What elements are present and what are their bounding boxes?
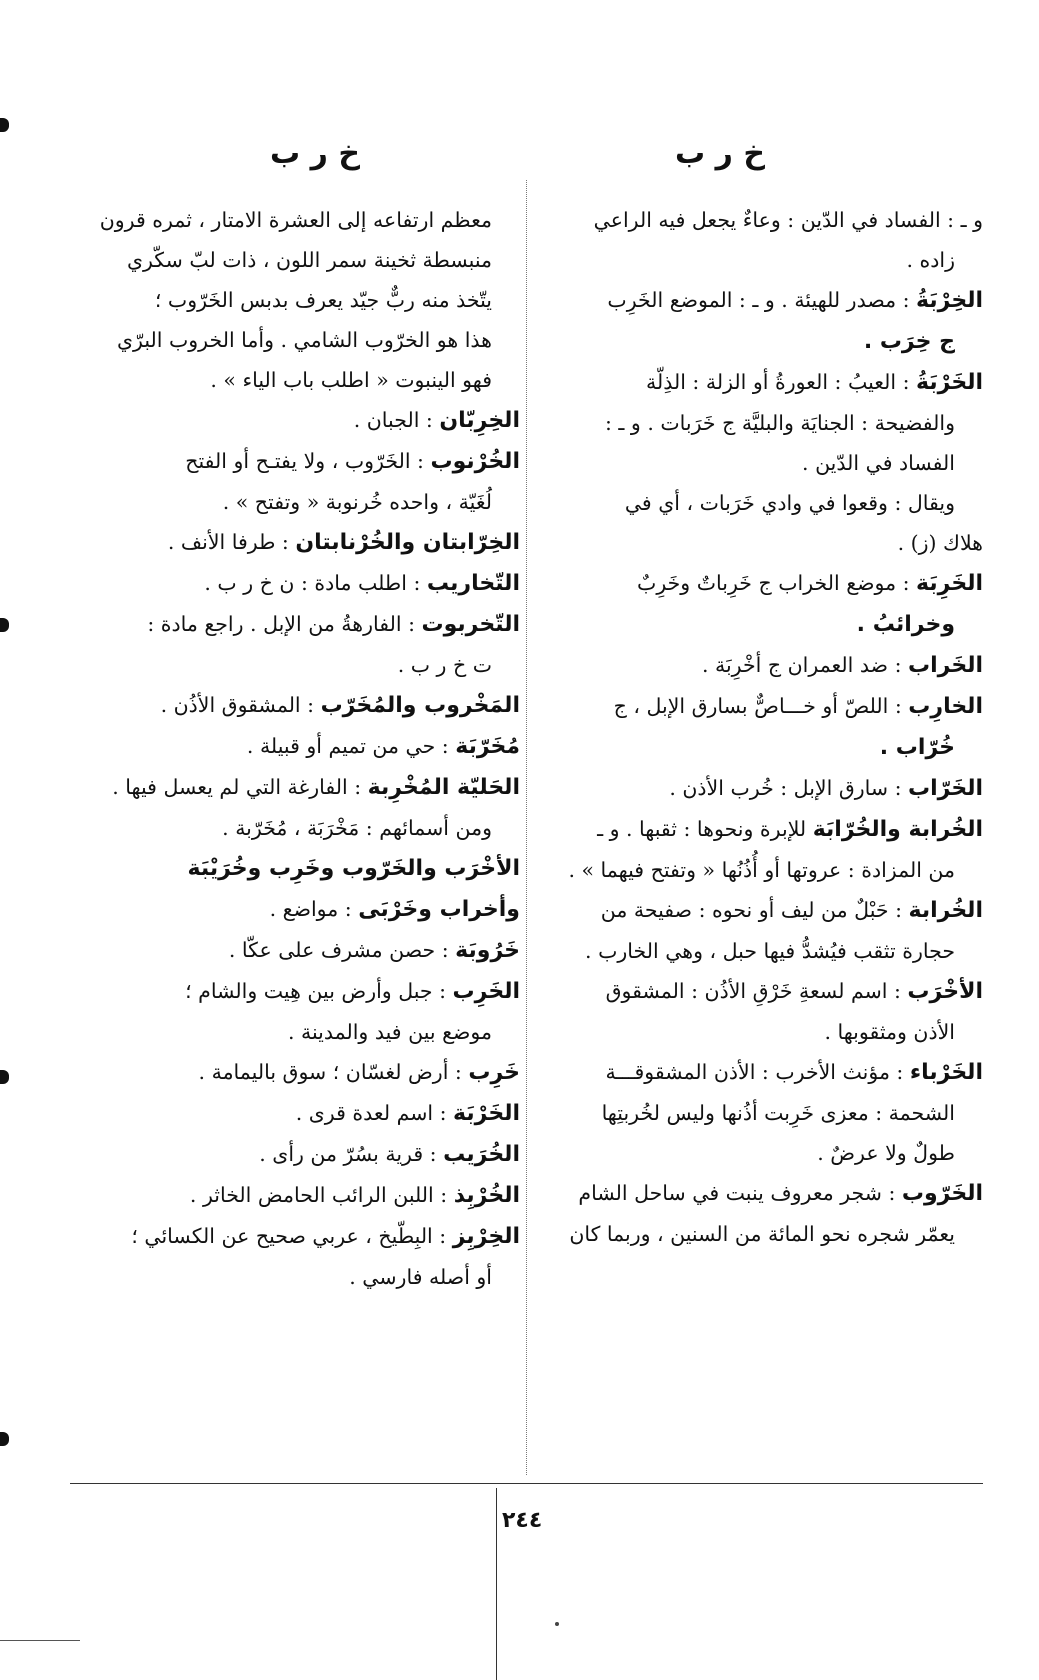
headword: الأخْرَب bbox=[907, 979, 983, 1004]
headword: المَخْروب والمُخَرّب bbox=[320, 693, 520, 718]
definition-text: الفساد في الدّين . bbox=[802, 451, 955, 475]
headword: الخُرْنوب bbox=[430, 449, 520, 474]
headword: الخَرِب bbox=[452, 979, 520, 1004]
definition-text: هذا هو الخرّوب الشامي . وأما الخروب البرّي bbox=[116, 328, 492, 352]
headword: الخُرَيب bbox=[443, 1142, 520, 1167]
margin-mark bbox=[0, 1070, 9, 1084]
definition-text: من المزادة : عروتها أو أُذُنُها « وتفتح فيهما » . bbox=[568, 858, 955, 882]
definition-text: موضع بين فيد والمدينة . bbox=[287, 1020, 492, 1044]
definition-text: فهو الينبوت « اطلب باب الياء » . bbox=[210, 368, 492, 392]
entry-line bbox=[72, 200, 520, 240]
definition-text: الأذن ومثقوبها . bbox=[824, 1020, 955, 1044]
entry-line bbox=[72, 685, 520, 726]
definition-text: الشحمة : معزى خَرِبت أذُنها وليس لخُربتِها bbox=[601, 1101, 955, 1125]
left-column-header: خ ر ب bbox=[270, 136, 360, 171]
entry-line bbox=[72, 889, 520, 930]
entry-line bbox=[543, 1012, 983, 1052]
headword: الخَرِبَة bbox=[916, 571, 983, 596]
definition-text: طولٌ ولا عرضٌ . bbox=[817, 1141, 955, 1165]
entry-line bbox=[543, 321, 983, 362]
headword: الخَرّاب bbox=[908, 776, 983, 801]
entry-line bbox=[72, 645, 520, 685]
headword: الخَراب bbox=[908, 653, 983, 678]
entry-line bbox=[543, 523, 983, 563]
entry-line bbox=[543, 971, 983, 1012]
headword: الأخْرَب والخَرّوب وخَرِب وخُرَيْبَة bbox=[187, 856, 520, 881]
entry-line bbox=[72, 1216, 520, 1257]
entry-line bbox=[72, 482, 520, 522]
headword: الخِرْبَةُ bbox=[916, 288, 983, 313]
headword: خَرِب bbox=[468, 1060, 520, 1085]
definition-text: : الخَرّوب ، ولا يفتـح أو الفتح bbox=[185, 449, 431, 473]
definition-text: ومن أسمائهم : مَخْرَبَة ، مُخَرّبة . bbox=[222, 816, 492, 840]
entry-line bbox=[72, 767, 520, 808]
definition-text: معظم ارتفاعه إلى العشرة الامتار ، ثمره قرون bbox=[99, 208, 492, 232]
corner-line bbox=[0, 1640, 80, 1641]
entry-line bbox=[72, 400, 520, 441]
definition-text: : حصن مشرف على عكّا . bbox=[228, 938, 456, 962]
entry-line bbox=[543, 931, 983, 971]
headword: الحَليّة المُخْرِبة bbox=[367, 775, 520, 800]
entry-line bbox=[543, 727, 983, 768]
definition-text: ويقال : وقعوا في وادي خَرَبات ، أي في bbox=[624, 491, 955, 515]
headword: الخِرّابتان والخُرْنابتان bbox=[295, 530, 520, 555]
entry-line bbox=[72, 1175, 520, 1216]
definition-text: : حي من تميم أو قبيلة . bbox=[246, 734, 456, 758]
entry-line bbox=[72, 1012, 520, 1052]
definition-text: : موضع الخراب ج خَرِباتٌ وخَرِبٌ bbox=[637, 571, 917, 595]
entry-line bbox=[543, 604, 983, 645]
entry-line bbox=[72, 1257, 520, 1297]
definition-text: يعمّر شجره نحو المائة من السنين ، وربما كان bbox=[569, 1222, 955, 1246]
definition-text: : المشقوق الأذُن . bbox=[160, 693, 321, 717]
entry-line bbox=[72, 1093, 520, 1134]
definition-text: منبسطة ثخينة سمر اللون ، ذات لبّ سكّري bbox=[126, 248, 492, 272]
headword: الخارِب bbox=[908, 694, 983, 719]
entry-line bbox=[72, 604, 520, 645]
definition-text: للإبرة ونحوها : ثقبها . و ـ bbox=[597, 817, 813, 841]
headword: الخِرْبِز bbox=[452, 1224, 520, 1249]
entry-line bbox=[72, 808, 520, 848]
entry-line bbox=[543, 890, 983, 931]
entry-line bbox=[543, 280, 983, 321]
definition-text: و ـ : الفساد في الدّين : وعاءٌ يجعل فيه الراعي bbox=[593, 208, 983, 232]
margin-mark bbox=[0, 618, 9, 632]
definition-text: : اللبن الرائب الحامض الخاثر . bbox=[189, 1183, 454, 1207]
definition-text: : سارق الإبل : خُرب الأذن . bbox=[669, 776, 908, 800]
entry-line bbox=[543, 362, 983, 403]
definition-text: زاده . bbox=[906, 248, 955, 272]
definition-text: : شجر معروف ينبت في ساحل الشام bbox=[578, 1181, 902, 1205]
entry-line bbox=[72, 360, 520, 400]
entry-line bbox=[72, 441, 520, 482]
entry-line bbox=[72, 848, 520, 889]
entry-line bbox=[543, 645, 983, 686]
entry-line bbox=[543, 1093, 983, 1133]
definition-text: يتّخذ منه ربٌّ جيّد يعرف بدبس الخَرّوب ؛ bbox=[154, 288, 492, 312]
definition-text: : العيبُ : العورةُ أو الزلة : الذِلّة bbox=[645, 370, 917, 394]
definition-text: : اسم لسعةِ خَرْقِ الأذُن : المشقوق bbox=[605, 979, 908, 1003]
entry-line bbox=[543, 768, 983, 809]
definition-text: : الجبان . bbox=[353, 408, 440, 432]
headword: الخَرْباء bbox=[909, 1060, 983, 1085]
definition-text: هلاك (ز) . bbox=[897, 531, 983, 555]
entry-line bbox=[543, 1052, 983, 1093]
headword: خَرُوبَة bbox=[455, 938, 520, 963]
entry-line bbox=[543, 483, 983, 523]
definition-text: : طرفا الأنف . bbox=[167, 530, 296, 554]
entry-line bbox=[72, 240, 520, 280]
headword: التّخربوت bbox=[421, 612, 520, 637]
definition-text: : الفارغة التي لم يعسل فيها . bbox=[112, 775, 368, 799]
entry-line bbox=[72, 522, 520, 563]
definition-text: : قرية بسُرّ من رأى . bbox=[259, 1142, 444, 1166]
entry-line bbox=[72, 320, 520, 360]
headword: وأخراب وخَرْبَى bbox=[358, 897, 520, 922]
definition-text: : مؤنث الأخرب : الأذن المشقوقـــة bbox=[605, 1060, 910, 1084]
entry-line bbox=[72, 930, 520, 971]
definition-text: : البِطّيخ ، عربي صحيح عن الكسائي ؛ bbox=[131, 1224, 453, 1248]
entry-line bbox=[543, 1214, 983, 1254]
entry-line bbox=[543, 403, 983, 443]
headword: وخرائبُ . bbox=[856, 612, 955, 637]
page-number: ٢٤٤ bbox=[502, 1508, 543, 1533]
entry-line bbox=[72, 563, 520, 604]
headword: الخَرْبَة bbox=[453, 1101, 520, 1126]
headword: مُخَرّبَة bbox=[455, 734, 520, 759]
speck bbox=[555, 1622, 559, 1626]
definition-text: لُغَيّة ، واحده خُرنوبة « وتفتح » . bbox=[222, 490, 492, 514]
entry-line bbox=[543, 443, 983, 483]
headword: الخَرْبَةُ bbox=[916, 370, 983, 395]
definition-text: : اللصّ أو خـــاصٌّ بسارق الإبل ، ج bbox=[613, 694, 909, 718]
entry-line bbox=[543, 1133, 983, 1173]
left-column bbox=[72, 200, 520, 1297]
headword: الخُرابة bbox=[908, 898, 983, 923]
definition-text: حجارة تثقب فيُشدُّ فيها حبل ، وهي الخارب . bbox=[585, 939, 955, 963]
headword: خُرّاب . bbox=[879, 735, 955, 760]
entry-line bbox=[543, 686, 983, 727]
entry-line bbox=[543, 240, 983, 280]
definition-text: والفضيحة : الجنايَة والبليَّة ج خَرَبات . و ـ : bbox=[604, 411, 955, 435]
definition-text: : اطلب مادة : ن خ ر ب . bbox=[204, 571, 427, 595]
entry-line bbox=[72, 1052, 520, 1093]
footer-rule bbox=[70, 1483, 983, 1484]
definition-text: : مصدر للهيئة . و ـ : الموضع الخَرِب bbox=[607, 288, 917, 312]
entry-line bbox=[543, 200, 983, 240]
column-separator bbox=[526, 180, 527, 1475]
headword: التّخاريب bbox=[426, 571, 520, 596]
headword: الخُرْبِذ bbox=[453, 1183, 520, 1208]
entry-line bbox=[543, 809, 983, 850]
headword: الخَرّوب bbox=[901, 1181, 983, 1206]
entry-line bbox=[72, 1134, 520, 1175]
definition-text: : الفارهةُ من الإبل . راجع مادة : bbox=[147, 612, 422, 636]
definition-text: : جبل وأرض بين هِيت والشام ؛ bbox=[185, 979, 453, 1003]
definition-text: : أرض لغسّان ؛ سوق باليمامة . bbox=[198, 1060, 469, 1084]
right-column bbox=[543, 200, 983, 1254]
definition-text: : ضد العمران ج أخْرِبَة . bbox=[701, 653, 908, 677]
footer-vertical-rule bbox=[496, 1488, 497, 1680]
headword: الخِرِبّان bbox=[439, 408, 520, 433]
headword: ج خِرَب . bbox=[863, 329, 955, 354]
definition-text: : اسم لعدة قرى . bbox=[295, 1101, 454, 1125]
definition-text: : مواضع . bbox=[269, 897, 359, 921]
definition-text: : حَبْلٌ من ليف أو نحوه : صفيحة من bbox=[600, 898, 909, 922]
entry-line bbox=[543, 1173, 983, 1214]
entry-line bbox=[72, 726, 520, 767]
entry-line bbox=[72, 280, 520, 320]
margin-mark bbox=[0, 118, 9, 132]
margin-mark bbox=[0, 1432, 9, 1446]
entry-line bbox=[543, 850, 983, 890]
definition-text: أو أصله فارسي . bbox=[349, 1265, 492, 1289]
right-column-header: خ ر ب bbox=[675, 136, 765, 171]
entry-line bbox=[72, 971, 520, 1012]
headword: الخُرابة والخُرّابَة bbox=[812, 817, 983, 842]
entry-line bbox=[543, 563, 983, 604]
definition-text: ت خ ر ب . bbox=[397, 653, 492, 677]
